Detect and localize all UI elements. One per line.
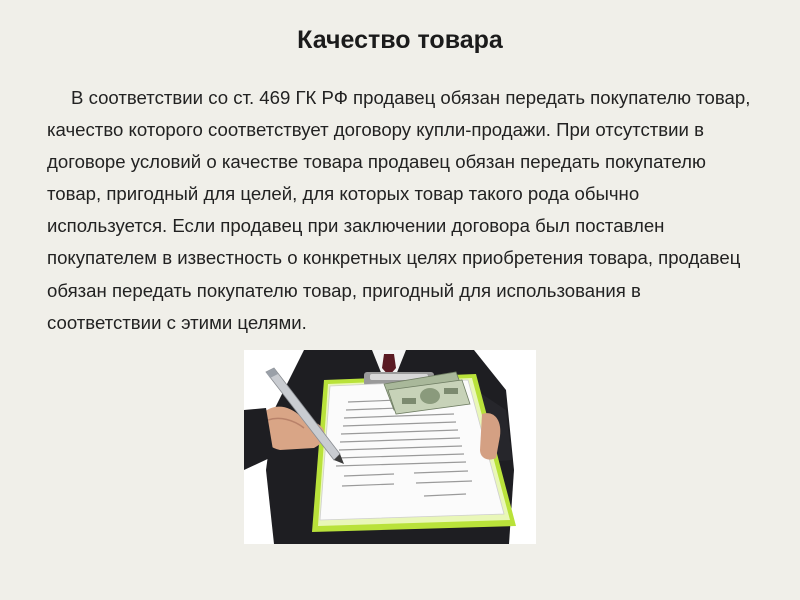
slide-title: Качество товара (297, 26, 503, 54)
body-paragraph: В соответствии со ст. 469 ГК РФ продавец обязан передать покупателю товар, качество которого соответствует договору купли-продажи. При отсутствии в договоре условий о качестве товара продавец обязан передать покупателю товар, пригодный для целей, для которых товар такого рода обычно используется. Если продавец при заключении договора был поставлен покупателем в известность о конкретных целях приобретения товара, продавец обязан передать покупателю товар, пригодный для использования в соответствии с этими целями. (47, 87, 751, 333)
slide-body (47, 82, 753, 339)
contract-illustration (244, 350, 536, 544)
